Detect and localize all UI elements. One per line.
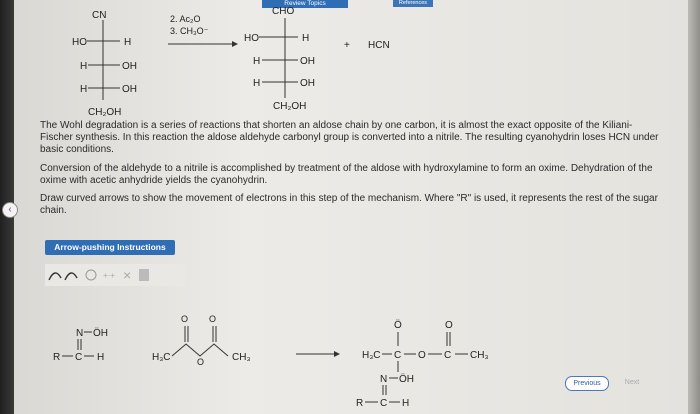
references-tab[interactable]: References bbox=[393, 0, 433, 7]
anhydride-bridge-o: O bbox=[197, 357, 205, 367]
trash-icon[interactable] bbox=[139, 269, 149, 281]
right-mol-r1-left: HO bbox=[244, 33, 259, 44]
right-mol-top: CHO bbox=[272, 6, 295, 17]
right-mol-r1-right: H bbox=[302, 33, 310, 44]
right-mol-bottom: CH₂OH bbox=[273, 101, 307, 112]
anhydride-ch3: CH₃ bbox=[232, 352, 251, 363]
product-o2: O bbox=[445, 320, 453, 331]
hcn-label: HCN bbox=[368, 40, 390, 51]
anhydride-o2: O bbox=[209, 314, 217, 324]
product-c3: C bbox=[380, 398, 388, 409]
right-mol-r3-left: H bbox=[253, 78, 261, 89]
svg-text:+·+: +·+ bbox=[103, 271, 116, 280]
oxime-n: N bbox=[76, 328, 84, 339]
product-c1: C bbox=[394, 350, 402, 361]
anhydride-h3c: H₃C bbox=[152, 352, 171, 363]
left-mol-bottom: CH₂OH bbox=[88, 107, 122, 118]
product-h: H bbox=[402, 398, 410, 409]
reaction-scheme bbox=[0, 0, 700, 120]
drawing-toolbar bbox=[45, 264, 185, 286]
product-r: R bbox=[356, 398, 364, 409]
reagent-1: 2. Ac₂O bbox=[170, 14, 201, 24]
right-mol-r2-left: H bbox=[253, 56, 261, 67]
product-ominus: Ö bbox=[394, 320, 402, 331]
mechanism-area bbox=[0, 284, 700, 414]
paragraph-oxime: Conversion of the aldehyde to a nitrile is accomplished by treatment of the aldose with hydroxylamine to form an oxime. Dehydration of the oxime with acetic anhydride yields the cyanohydrin. bbox=[40, 163, 653, 186]
left-mol-r2-left: H bbox=[80, 61, 88, 72]
plus-sign: + bbox=[344, 40, 350, 51]
oxime-oh: ÖH bbox=[93, 328, 108, 339]
left-mol-r3-left: H bbox=[80, 84, 88, 95]
anhydride-o1: O bbox=[181, 314, 189, 324]
product-o: O bbox=[418, 350, 426, 361]
product-ch3: CH₃ bbox=[470, 350, 489, 361]
right-mol-r2-right: OH bbox=[300, 56, 315, 67]
oxime-r: R bbox=[53, 352, 61, 363]
left-mol-r3-right: OH bbox=[122, 84, 137, 95]
back-arrow-icon[interactable]: ‹ bbox=[2, 202, 18, 218]
product-n: N bbox=[380, 374, 388, 385]
paragraph-instructions: Draw curved arrows to show the movement of electrons in this step of the mechanism. Where "R" is used, it represents the rest of the sugar chain. bbox=[40, 193, 658, 216]
delete-tool-icon[interactable] bbox=[123, 267, 131, 283]
left-mol-r1-right: H bbox=[124, 37, 132, 48]
paragraph-intro: The Wohl degradation is a series of reactions that shorten an aldose chain by one carbon, it is almost the exact opposite of the Kiliani-Fischer synthesis. In this reaction the aldose aldehyde carbonyl group is converted into a nitrile. The resulting cyanohydrin loses HCN under basic conditions. bbox=[40, 120, 659, 155]
next-button[interactable]: Next bbox=[624, 379, 640, 386]
review-topics-tab[interactable]: Review Topics bbox=[262, 0, 348, 8]
left-mol-r2-right: OH bbox=[122, 61, 137, 72]
svg-text:×: × bbox=[123, 267, 132, 283]
left-mol-r1-left: HO bbox=[72, 37, 87, 48]
product-c2: C bbox=[444, 350, 452, 361]
oxime-h: H bbox=[97, 352, 105, 363]
left-mol-top: CN bbox=[92, 10, 107, 21]
oxime-c: C bbox=[75, 352, 83, 363]
reagent-2: 3. CH₃O⁻ bbox=[170, 26, 209, 36]
right-mol-r3-right: OH bbox=[300, 78, 315, 89]
product-oh: ÖH bbox=[399, 374, 414, 385]
product-h3c: H₃C bbox=[362, 350, 381, 361]
previous-button[interactable]: Previous bbox=[565, 376, 609, 391]
arrow-pushing-instructions-button[interactable]: Arrow-pushing Instructions bbox=[45, 240, 175, 255]
